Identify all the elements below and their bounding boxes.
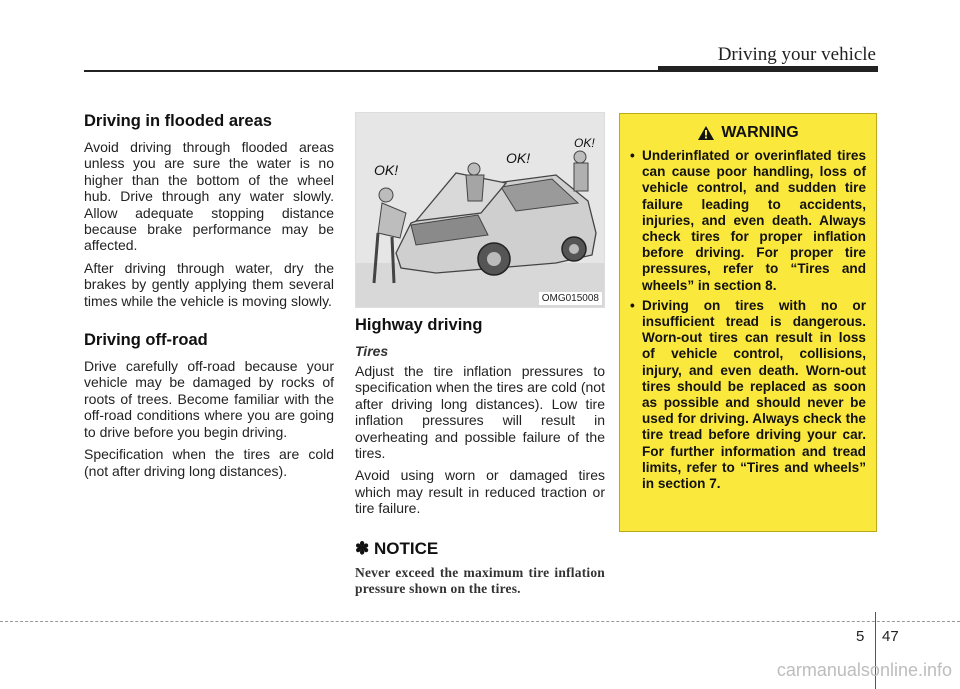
header-rule-accent [658, 66, 878, 72]
warning-list [630, 148, 866, 492]
offroad-paragraph-1: Drive carefully off-road because your vehicle may be damaged by rocks of roots of trees. Become familiar with the off-road conditions where you are going to drive before you begin driving. [84, 358, 334, 440]
tires-paragraph-2: Avoid using worn or damaged tires which may result in reduced traction or tire failure. [355, 467, 605, 517]
figure-code: OMG015008 [539, 292, 602, 305]
notice-title: ✽ NOTICE [355, 538, 439, 558]
chapter-number: 5 [856, 628, 865, 645]
notice-text: Never exceed the maximum tire inflation pressure shown on the tires. [355, 564, 605, 596]
highway-heading: Highway driving [355, 316, 483, 334]
car-inspection-drawing [356, 113, 604, 307]
ok-label-2: OK! [506, 150, 531, 166]
page-number: 47 [882, 628, 899, 645]
warning-item-1: • Underinflated or overinflated tires can cause poor handling, loss of vehicle control, and sudden tire failure leading to accidents, injuries, and even death. Always check tires for proper inflation before driving. For proper tire pressures, refer to “Tires and wheels” in section 8. [630, 148, 866, 294]
ok-label-1: OK! [374, 162, 399, 178]
ok-label-3: OK! [574, 136, 595, 150]
middle-column [355, 112, 605, 597]
warning-triangle-icon [697, 125, 715, 141]
offroad-paragraph-2: Specification when the tires are cold (not after driving long distances). [84, 446, 334, 479]
footer-rule [0, 621, 960, 622]
flooded-heading: Driving in flooded areas [84, 112, 272, 130]
car-illustration [355, 112, 605, 308]
warning-header [630, 124, 866, 142]
offroad-heading: Driving off-road [84, 331, 208, 350]
flooded-paragraph-1: Avoid driving through flooded areas unless you are sure the water is no higher than the bottom of the wheel hub. Drive through any water slowly. Allow adequate stopping distance because brake performance may be affected. [84, 139, 334, 254]
warning-item-2: • Driving on tires with no or insufficient tread is dangerous. Worn-out tires can result in loss of vehicle control, collisions, injury, and even death. Worn-out tires should be replaced as soon as possible and should never be used for driving. Always check the tire tread before driving your car. For further information and tread limits, refer to “Tires and wheels” in section 7. [630, 298, 866, 492]
running-header: Driving your vehicle [717, 44, 876, 65]
tires-subheading: Tires [355, 343, 389, 359]
warning-box [619, 113, 877, 532]
left-column [84, 112, 334, 485]
flooded-paragraph-2: After driving through water, dry the brakes by gently applying them several times while the vehicle is moving slowly. [84, 259, 334, 309]
tires-paragraph-1: Adjust the tire inflation pressures to specification when the tires are cold (not after driving long distances). Low tire inflation pressures will result in overheating and possible failure of the tires. [355, 363, 605, 462]
warning-title: WARNING [721, 124, 799, 141]
watermark: carmanualsonline.info [776, 660, 952, 680]
